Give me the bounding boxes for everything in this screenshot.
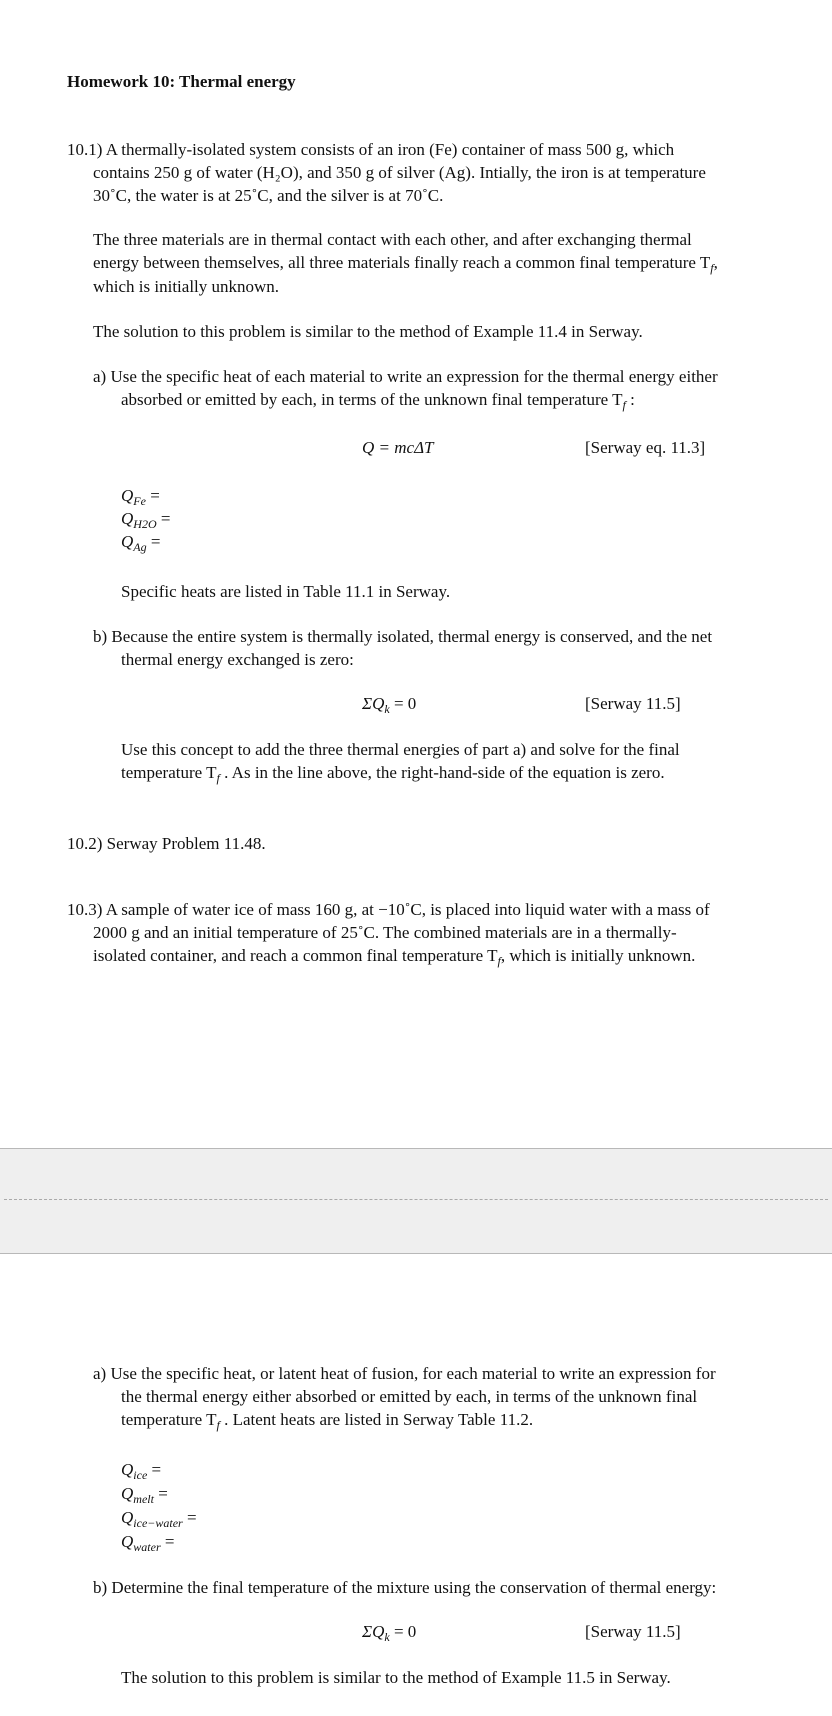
problem-3-line-1: 10.3) A sample of water ice of mass 160 g, at −10˚C, is placed into liquid water with a mass of (67, 900, 710, 919)
problem-3-part-a-line-1: a) Use the specific heat, or latent heat of fusion, for each material to write an expression for (93, 1364, 716, 1383)
subscript: Fe (133, 494, 146, 508)
equals-sign: = (145, 486, 160, 505)
page-break (0, 1148, 832, 1254)
equation-conservation-2 (362, 1620, 416, 1645)
q-ag-line (121, 530, 160, 555)
q-symbol: Q (121, 1508, 134, 1527)
problem-3-line-3 (93, 944, 695, 969)
equals-sign: = (153, 1484, 168, 1503)
equation-conservation-reference: [Serway 11.5] (585, 694, 681, 713)
equation-conservation-2-reference: [Serway 11.5] (585, 1622, 681, 1641)
subscript: f (216, 1418, 220, 1432)
sigma-q: ΣQ (362, 694, 385, 713)
q-symbol: Q (121, 486, 134, 505)
text-fragment: . As in the line above, the right-hand-side of the equation is zero. (219, 763, 665, 782)
equation-conservation (362, 692, 416, 717)
text-fragment: temperature T (121, 763, 217, 782)
problem-1-part-b-line-2: thermal energy exchanged is zero: (121, 650, 354, 669)
subscript: melt (133, 1492, 154, 1506)
problem-1-para2-line-1: The three materials are in thermal contact with each other, and after exchanging thermal (93, 230, 692, 249)
text-fragment: temperature T (121, 1410, 217, 1429)
problem-1-line-2: contains 250 g of water (H₂O), and 350 g of silver (Ag). Intially, the iron is at temperature (93, 163, 706, 182)
subscript: ice−water (133, 1516, 183, 1530)
equation-rhs: = 0 (389, 1622, 417, 1641)
q-symbol: Q (121, 1460, 134, 1479)
subscript: water (133, 1540, 161, 1554)
q-ice-water-line (121, 1506, 197, 1531)
equation-heat-reference: [Serway eq. 11.3] (585, 438, 706, 457)
problem-3-part-a-line-2: the thermal energy either absorbed or emitted by each, in terms of the unknown final (121, 1387, 698, 1406)
use-concept-line-2 (121, 761, 665, 786)
subscript: ice (133, 1468, 148, 1482)
page-break-divider (4, 1199, 828, 1200)
q-h2o-line (121, 507, 170, 532)
text-fragment: isolated container, and reach a common final temperature T (93, 946, 498, 965)
subscript: f (710, 261, 714, 275)
problem-1-para2-line-3: which is initially unknown. (93, 277, 280, 296)
equals-sign: = (156, 509, 171, 528)
equation-rhs: = 0 (389, 694, 417, 713)
problem-1-line-3: 30˚C, the water is at 25˚C, and the silver is at 70˚C. (93, 186, 444, 205)
q-symbol: Q (121, 509, 134, 528)
q-ice-line (121, 1458, 161, 1483)
subscript: f (216, 771, 220, 785)
text-fragment: : (625, 390, 635, 409)
q-symbol: Q (121, 532, 134, 551)
text-fragment: energy between themselves, all three materials finally reach a common final temperature T (93, 253, 711, 272)
problem-3-solution-note: The solution to this problem is similar to the method of Example 11.5 in Serway. (121, 1668, 671, 1687)
problem-2: 10.2) Serway Problem 11.48. (67, 834, 266, 853)
subscript: k (384, 1630, 390, 1644)
problem-3-part-a-line-3 (121, 1408, 533, 1433)
subscript: f (622, 398, 626, 412)
use-concept-line-1: Use this concept to add the three thermal energies of part a) and solve for the final (121, 740, 680, 759)
page-title: Homework 10: Thermal energy (67, 72, 296, 91)
q-melt-line (121, 1482, 168, 1507)
q-symbol: Q (121, 1532, 134, 1551)
equals-sign: = (182, 1508, 197, 1527)
sigma-q: ΣQ (362, 1622, 385, 1641)
problem-1-para3: The solution to this problem is similar to the method of Example 11.4 in Serway. (93, 322, 643, 341)
text-fragment: , which is initially unknown. (500, 946, 696, 965)
text-fragment: . Latent heats are listed in Serway Table 11.2. (219, 1410, 534, 1429)
q-symbol: Q (121, 1484, 134, 1503)
subscript: Ag (133, 540, 147, 554)
q-fe-line (121, 484, 160, 509)
specific-heats-note: Specific heats are listed in Table 11.1 in Serway. (121, 582, 451, 601)
text-fragment: absorbed or emitted by each, in terms of the unknown final temperature T (121, 390, 623, 409)
problem-1-part-a-line-2 (121, 388, 635, 413)
problem-3-line-2: 2000 g and an initial temperature of 25˚C. The combined materials are in a thermally- (93, 923, 677, 942)
subscript: f (497, 954, 501, 968)
equals-sign: = (147, 1460, 162, 1479)
problem-3-part-b: b) Determine the final temperature of the mixture using the conservation of thermal energy: (93, 1578, 717, 1597)
q-water-line (121, 1530, 174, 1555)
subscript: k (384, 702, 390, 716)
text-fragment: , (713, 253, 718, 272)
equals-sign: = (160, 1532, 175, 1551)
problem-1-line-1: 10.1) A thermally-isolated system consists of an iron (Fe) container of mass 500 g, which (67, 140, 675, 159)
problem-1-part-b-line-1: b) Because the entire system is thermally isolated, thermal energy is conserved, and the net (93, 627, 713, 646)
equals-sign: = (146, 532, 161, 551)
subscript: H2O (133, 517, 157, 531)
equation-heat: Q = mcΔT (362, 438, 434, 457)
problem-1-para2-line-2 (93, 251, 718, 276)
problem-1-part-a-line-1: a) Use the specific heat of each material to write an expression for the thermal energy either (93, 367, 718, 386)
